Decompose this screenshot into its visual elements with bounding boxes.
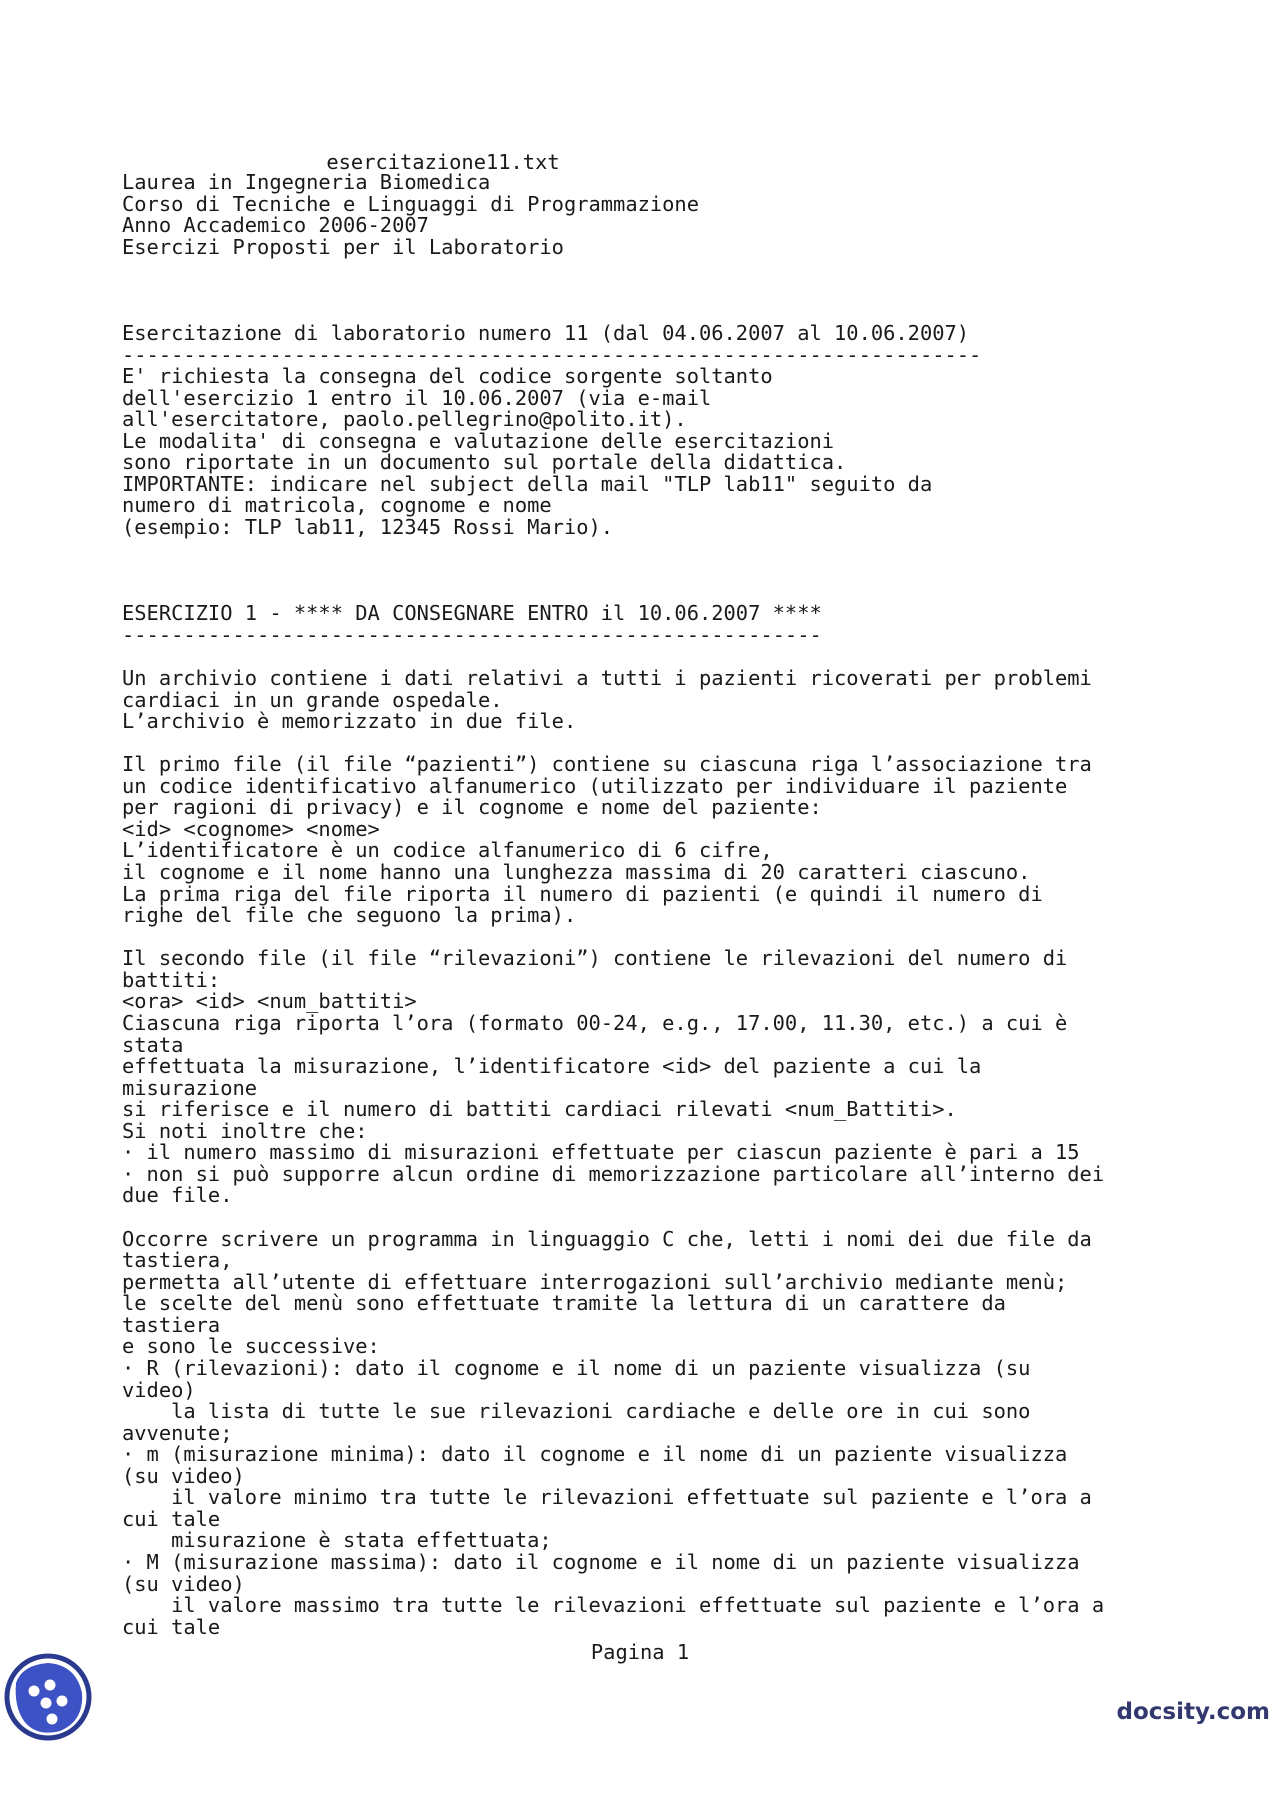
document-body-text: Laurea in Ingegneria Biomedica Corso di Tecniche e Linguaggi di Programmazione Anno Accademico 2006-2007 Esercizi Proposti per il Laboratorio Esercitazione di laboratorio numero 11 (dal 04.06.2007 al 10.06.2007) ---------------------------------------------------------------------- E' richiesta la consegna del codice sorgente soltanto dell'esercizio 1 entro il 10.06.2007 (via e-mail all'esercitatore, paolo.pellegrino@polito.it). Le modalita' di consegna e valutazione delle esercitazioni sono riportate in un documento sul portale della didattica. IMPORTANTE: indicare nel subject della mail "TLP lab11" seguito da numero di matricola, cognome e nome (esempio: TLP lab11, 12345 Rossi Mario). ESERCIZIO 1 - **** DA CONSEGNARE ENTRO il 10.06.2007 **** --------------------------------------------------------- Un archivio contiene i dati relativi a tutti i pazienti ricoverati per problemi cardiaci in un grande ospedale. L’archivio è memorizzato in due file. Il primo file (il file “pazienti”) contiene su ciascuna riga l’associazione tra un codice identificativo alfanumerico (utilizzato per individuare il paziente per ragioni di privacy) e il cognome e nome del paziente: <id> <cognome> <nome> L’identificatore è un codice alfanumerico di 6 cifre, il cognome e il nome hanno una lunghezza massima di 20 caratteri ciascuno. La prima riga del file riporta il numero di pazienti (e quindi il numero di righe del file che seguono la prima). Il secondo file (il file “rilevazioni”) contiene le rilevazioni del numero di battiti: <ora> <id> <num_battiti> Ciascuna riga riporta l’ora (formato 00-24, e.g., 17.00, 11.30, etc.) a cui è stata effettuata la misurazione, l’identificatore <id> del paziente a cui la misurazione si riferisce e il numero di battiti cardiaci rilevati <num_Battiti>. Si noti inoltre che: · il numero massimo di misurazioni effettuate per ciascun paziente è pari a 15 · non si può supporre alcun ordine di memorizzazione particolare all’interno dei due file. Occorre scrivere un programma in linguaggio C che, letti i nomi dei due file da tastiera, permetta all’utente di effettuare interrogazioni sull’archivio mediante menù; le scelte del menù sono effettuate tramite la lettura di un carattere da tastiera e sono le successive: · R (rilevazioni): dato il cognome e il nome di un paziente visualizza (su video) la lista di tutte le sue rilevazioni cardiache e delle ore in cui sono avvenute; · m (misurazione minima): dato il cognome e il nome di un paziente visualizza (su video) il valore minimo tra tutte le rilevazioni effettuate sul paziente e l’ora a cui tale misurazione è stata effettuata; · M (misurazione massima): dato il cognome e il nome di un paziente visualizza (su video) il valore massimo tra tutte le rilevazioni effettuate sul paziente e l’ora a cui tale: [122, 170, 1105, 1639]
page-number: Pagina 1: [590, 1640, 690, 1664]
docsity-logo-icon[interactable]: [2, 1651, 94, 1743]
file-title: esercitazione11.txt: [326, 150, 560, 174]
docsity-brand-link[interactable]: docsity.com: [1116, 1699, 1270, 1725]
